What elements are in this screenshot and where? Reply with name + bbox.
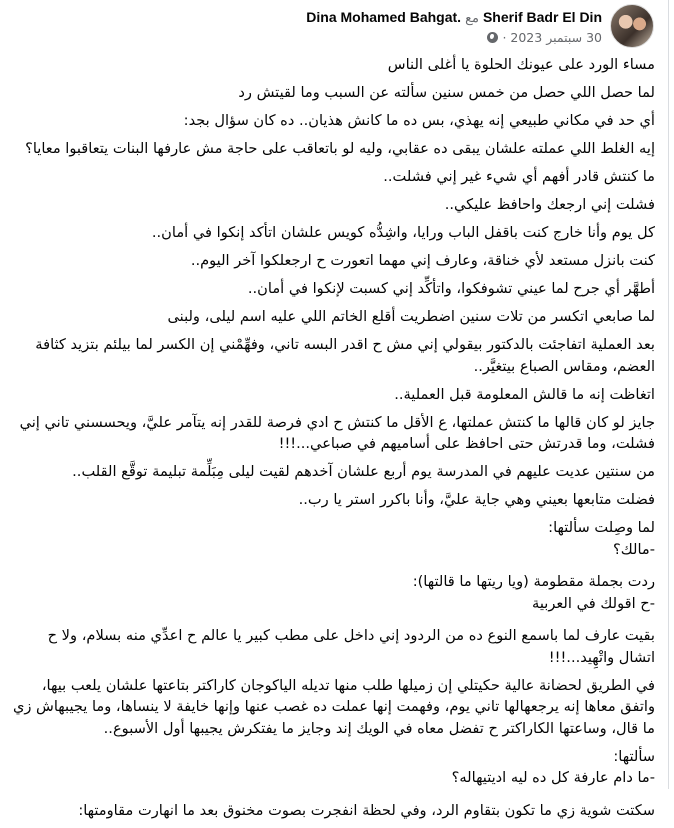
paragraph-line: كنت بانزل مستعد لأي خناقة، وعارف إني مهما اتعورت ح ارجعلكوا آخر اليوم.. bbox=[190, 252, 655, 269]
paragraph-line: فشلت إني ارجعك واحافظ عليكي.. bbox=[444, 196, 655, 213]
post-paragraph bbox=[10, 278, 655, 300]
post-paragraph bbox=[10, 489, 655, 511]
paragraph-line: من سنتين عديت عليهم في المدرسة يوم أربع علشان آخدهم لقيت ليلى مِبَلِّمة تبليمة توقَّع القلب.. bbox=[72, 463, 655, 480]
post-paragraph bbox=[10, 746, 655, 789]
post-border bbox=[668, 0, 669, 789]
post-paragraph bbox=[10, 800, 655, 822]
post-paragraph bbox=[10, 461, 655, 483]
post-paragraph bbox=[10, 571, 655, 614]
paragraph-line: لما وصِلت سألتها: bbox=[548, 519, 655, 536]
post-paragraph bbox=[10, 334, 655, 377]
post-meta bbox=[306, 8, 602, 45]
post-paragraph bbox=[10, 54, 655, 76]
post-body bbox=[10, 54, 655, 828]
post-paragraph bbox=[10, 625, 655, 668]
post-paragraph bbox=[10, 384, 655, 406]
author-name-link[interactable]: Sherif Badr El Din bbox=[482, 8, 602, 25]
paragraph-line: كل يوم وأنا خارج كنت باقفل الباب ورايا، واشِدُّه كويس علشان اتأكد إنكوا في أمان.. bbox=[151, 224, 655, 241]
paragraph-line: في الطريق لحضانة عالية حكيتلي إن زميلها طلب منها تديله الياكوجان كاراكتر بتاعتها علشان يلعب بيها، واتفق معاها إنه يرجعهالها تاني يوم، وفهمت إنها عملت ده غصب عنها وإنها خايفة لا ينساها، وما يجيبهاش زي ما قال، وساعتها الكاراكتر ح تفضل معاه في الويك إند وجايز ما يفتكرش يجيبها أول الأسبوع.. bbox=[12, 676, 655, 737]
post-paragraph bbox=[10, 82, 655, 104]
paragraph-line: -ما دام عارفة كل ده ليه اديتيهاله؟ bbox=[451, 769, 655, 786]
paragraph-line: بقيت عارف لما باسمع النوع ده من الردود إني داخل على مطب كبير يا عالم ح اعدِّي منه بسلام، ولا ح اتشال واتْهِيد...!!! bbox=[47, 627, 655, 666]
paragraph-line: فضلت متابعها بعيني وهي جاية عليَّ، وأنا باكرر استر يا رب.. bbox=[298, 491, 655, 508]
post-paragraph bbox=[10, 517, 655, 560]
tagged-user-link[interactable]: Dina Mohamed Bahgat. bbox=[306, 8, 462, 25]
paragraph-line: مساء الورد على عيونك الحلوة يا أغلى الناس bbox=[387, 56, 655, 73]
paragraph-line: اتغاظت إنه ما قالش المعلومة قبل العملية.. bbox=[394, 385, 655, 403]
paragraph-line: ما كنتش قادر أفهم أي شيء غير إني فشلت.. bbox=[383, 168, 655, 185]
post-paragraph bbox=[10, 250, 655, 272]
post-paragraph bbox=[10, 194, 655, 216]
post-paragraph bbox=[10, 138, 655, 160]
post-paragraph bbox=[10, 166, 655, 188]
paragraph-line: لما صابعي اتكسر من تلات سنين اضطريت أقلع الخاتم اللي عليه اسم ليلى، ولبنى bbox=[167, 308, 655, 325]
post-paragraph bbox=[10, 110, 655, 132]
globe-icon bbox=[487, 32, 498, 43]
post-paragraph bbox=[10, 412, 655, 455]
paragraph-line: سكتت شوية زي ما تكون بتقاوم الرد، وفي لحظة انفجرت بصوت مخنوق بعد ما انهارت مقاومتها: bbox=[78, 801, 655, 819]
paragraph-line: سألتها: bbox=[613, 747, 655, 765]
post-date[interactable]: 30 سبتمبر 2023 · bbox=[502, 29, 602, 45]
paragraph-line: جايز لو كان قالها ما كنتش عملتها، ع الأقل ما كنتش ح ادي فرصة للقدر إنه يتآمر عليَّ، ويحسسني تاني إني فشلت، وما قدرتش حتى احافظ على أساميهم في صباعي...!!! bbox=[19, 413, 655, 452]
post-paragraph bbox=[10, 222, 655, 244]
paragraph-line: ردت بجملة مقطومة (ويا ريتها ما قالتها): bbox=[412, 573, 655, 590]
post-paragraph bbox=[10, 675, 655, 740]
paragraph-line: بعد العملية اتفاجئت بالدكتور بيقولي إني مش ح اقدر البسه تاني، وفهِّمْني إن الكسر لما بيلئم بتزيد كثافة العضم، ومقاس الصباع بيتغيَّر.. bbox=[35, 336, 655, 375]
paragraph-line: -ح اقولك في العربية bbox=[532, 594, 655, 612]
post-paragraph bbox=[10, 306, 655, 328]
post-header bbox=[306, 4, 654, 48]
paragraph-line: لما حصل اللي حصل من خمس سنين سألته عن السبب وما لقيتش رد bbox=[238, 84, 655, 101]
paragraph-line: أطهَّر أي جرح لما عيني تشوفكوا، واتأكِّد إني كسبت لإنكوا في أمان.. bbox=[247, 280, 655, 297]
paragraph-line: إيه الغلط اللي عملته علشان يبقى ده عقابي، وليه لو باتعاقب على حاجة مش عارفها البنات يتعاقبوا معايا؟ bbox=[25, 140, 655, 157]
paragraph-line: -مالك؟ bbox=[612, 540, 655, 558]
post-date-row bbox=[306, 30, 602, 45]
with-label: مع bbox=[465, 9, 479, 25]
paragraph-line: أي حد في مكاني طبيعي إنه يهذي، بس ده ما كانش هذيان.. ده كان سؤال بجد: bbox=[183, 112, 655, 129]
author-avatar[interactable] bbox=[610, 4, 654, 48]
post-authors bbox=[306, 8, 602, 27]
